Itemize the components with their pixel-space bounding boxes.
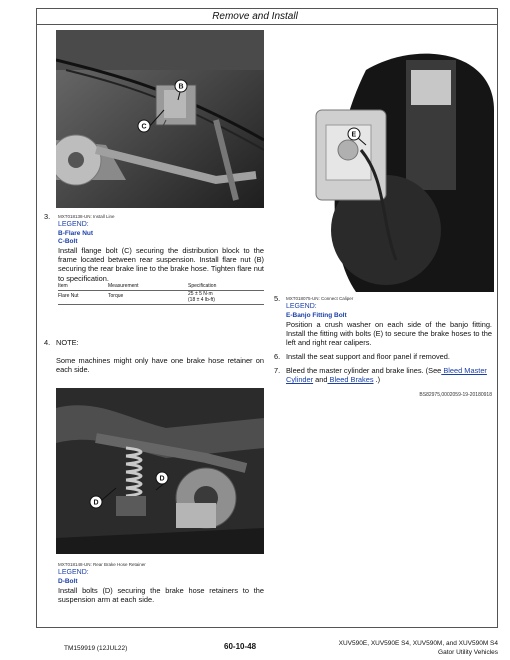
- callout-d-lower: [90, 496, 102, 508]
- spec-measurement: Torque: [108, 293, 124, 299]
- spec-table: [58, 283, 264, 307]
- step-3-body: Install flange bolt (C) securing the distribution block to the frame located between rear suspension. Install flare nut (B) securing the rear brake line to the brake hose. Tighten flare nut to specification.: [58, 246, 264, 283]
- step-5-body: Position a crush washer on each side of the banjo fitting. Install the fitting with bolts (E) to secure the brake hoses to the left and right rear calipers.: [286, 320, 492, 348]
- callout-b: [175, 80, 187, 92]
- svg-text:C: C: [141, 123, 147, 131]
- spec-value-imperial: (18 ± 4 lb-ft): [188, 297, 215, 303]
- svg-text:E: E: [351, 131, 357, 139]
- spec-rule-bottom: [58, 304, 264, 305]
- step-7-number: 7.: [274, 366, 281, 375]
- caption-install-line: MXT018138-UN: Install Line: [58, 214, 115, 219]
- legend-title-3: LEGEND:: [58, 221, 89, 228]
- callout-c: [138, 120, 150, 132]
- step-6-number: 6.: [274, 352, 281, 361]
- step-4-body: Install bolts (D) securing the brake hose retainers to the suspension arm at each side.: [58, 586, 264, 605]
- photo-brake-hose-retainer: [56, 388, 264, 554]
- photo-connect-caliper: [286, 30, 494, 292]
- legend-item-b: B-Flare Nut: [58, 230, 94, 237]
- callout-d-upper: [156, 472, 168, 484]
- footer-product: Gator Utility Vehicles: [438, 649, 498, 656]
- legend-item-e: E-Banjo Fitting Bolt: [286, 312, 347, 319]
- step-5-number: 5.: [274, 294, 281, 303]
- page-title: Remove and Install: [212, 11, 298, 22]
- step-6-body: Install the seat support and floor panel if removed.: [286, 352, 450, 361]
- spec-header-measurement: Measurement: [108, 283, 139, 289]
- step-4-note-label: NOTE:: [56, 338, 79, 347]
- legend-title-4: LEGEND:: [58, 569, 89, 576]
- doc-id: BS82975,0002059-19-20180918: [419, 392, 492, 398]
- legend-title-5: LEGEND:: [286, 303, 317, 310]
- svg-text:B: B: [178, 83, 184, 91]
- step-4-number: 4.: [44, 338, 51, 347]
- legend-item-c: C-Bolt: [58, 238, 78, 245]
- legend-item-d: D-Bolt: [58, 578, 78, 585]
- spec-header-specification: Specification: [188, 283, 217, 289]
- step-7-body: [286, 366, 492, 384]
- svg-text:D: D: [93, 499, 99, 507]
- step-7-text: Bleed the master cylinder and brake lines. (See: [286, 366, 442, 375]
- step-7-and: and: [313, 375, 328, 385]
- footer-tm-number: TM159919 (12JUL22): [64, 645, 128, 652]
- spec-value: 25 ± 5 N·m: [188, 291, 213, 297]
- spec-item: Flare Nut: [58, 293, 79, 299]
- step-7-close: .): [373, 375, 381, 385]
- photo-install-line: [56, 30, 264, 208]
- spec-rule: [58, 290, 264, 291]
- step-3-number: 3.: [44, 212, 51, 221]
- footer-page-number: 60-10-48: [224, 642, 257, 651]
- step-4-note: Some machines might only have one brake hose retainer on each side.: [56, 356, 264, 375]
- link-bleed-master-cylinder[interactable]: Bleed Master Cylinder: [286, 366, 487, 385]
- spec-header-item: Item: [58, 283, 68, 289]
- svg-text:D: D: [159, 475, 165, 483]
- link-bleed-brakes[interactable]: Bleed Brakes: [327, 375, 374, 385]
- caption-connect-caliper: MXT018075-UN: Connect Caliper: [286, 296, 354, 301]
- caption-brake-hose-retainer: MXT018148-UN: Rear Brake Hose Retainer: [58, 562, 146, 567]
- footer-model-line: XUV590E, XUV590E S4, XUV590M, and XUV590M S4: [338, 640, 498, 647]
- callout-e: [348, 128, 360, 140]
